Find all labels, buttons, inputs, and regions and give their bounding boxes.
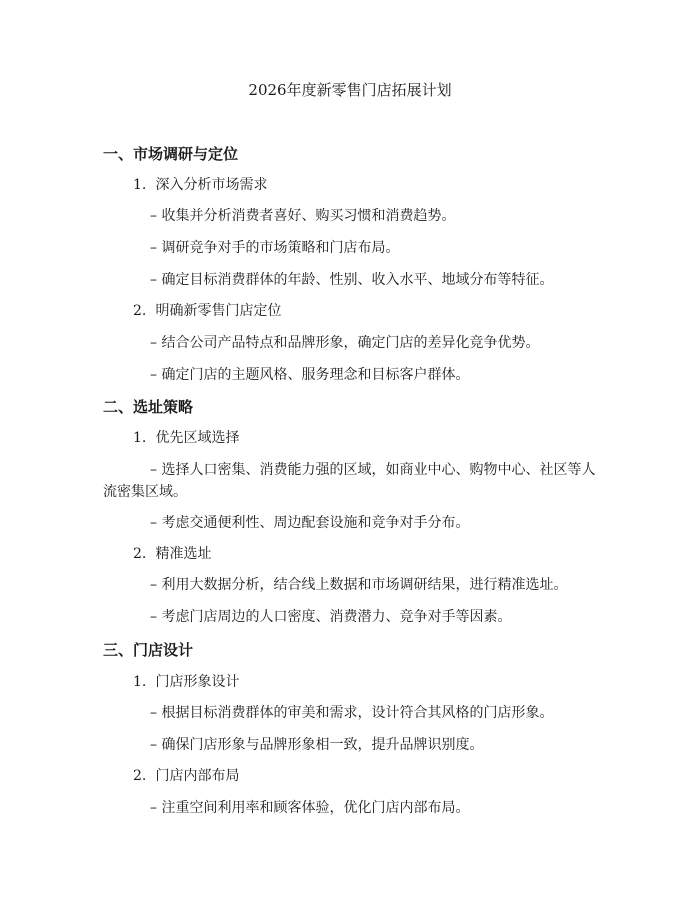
bullet-item: – 选择人口密集、消费能力强的区域，如商业中心、购物中心、社区等人流密集区域。 (103, 462, 596, 500)
subsection-number: 2. (133, 768, 147, 784)
subsection-number: 1. (133, 430, 147, 446)
subsection-label: 明确新零售门店定位 (155, 303, 282, 319)
bullet-item: – 结合公司产品特点和品牌形象，确定门店的差异化竞争优势。 (150, 335, 540, 351)
subsection-label: 优先区域选择 (155, 430, 240, 446)
subsection-label: 门店形象设计 (155, 674, 240, 690)
bullet-item: – 调研竞争对手的市场策略和门店布局。 (150, 240, 400, 256)
bullet-item: – 确保门店形象与品牌形象相一致，提升品牌识别度。 (150, 737, 484, 753)
subsection-heading (133, 544, 211, 564)
subsection-heading (133, 672, 239, 692)
bullet-item: – 考虑交通便利性、周边配套设施和竞争对手分布。 (150, 515, 470, 531)
bullet-item: – 注重空间利用率和顾客体验，优化门店内部布局。 (150, 800, 470, 816)
section-heading: 三、门店设计 (103, 641, 194, 659)
bullet-item: – 收集并分析消费者喜好、购买习惯和消费趋势。 (150, 208, 456, 224)
subsection-heading (133, 175, 267, 195)
subsection-number: 2. (133, 546, 147, 562)
bullet-item: – 考虑门店周边的人口密度、消费潜力、竞争对手等因素。 (150, 609, 512, 625)
subsection-number: 1. (133, 674, 147, 690)
bullet-item: – 根据目标消费群体的审美和需求，设计符合其风格的门店形象。 (150, 705, 554, 721)
subsection-label: 门店内部布局 (155, 768, 240, 784)
subsection-label: 深入分析市场需求 (155, 177, 268, 193)
subsection-label: 精准选址 (155, 546, 212, 562)
subsection-heading (133, 766, 239, 786)
document-title: 2026年度新零售门店拓展计划 (248, 81, 452, 99)
bullet-item: – 利用大数据分析，结合线上数据和市场调研结果，进行精准选址。 (150, 577, 568, 593)
subsection-number: 1. (133, 177, 147, 193)
bullet-item: – 确定门店的主题风格、服务理念和目标客户群体。 (150, 367, 470, 383)
section-heading: 二、选址策略 (103, 398, 194, 416)
subsection-heading (133, 301, 281, 321)
subsection-heading (133, 428, 239, 448)
bullet-item: – 确定目标消费群体的年龄、性别、收入水平、地域分布等特征。 (150, 272, 554, 288)
subsection-number: 2. (133, 303, 147, 319)
section-heading: 一、市场调研与定位 (103, 145, 239, 163)
